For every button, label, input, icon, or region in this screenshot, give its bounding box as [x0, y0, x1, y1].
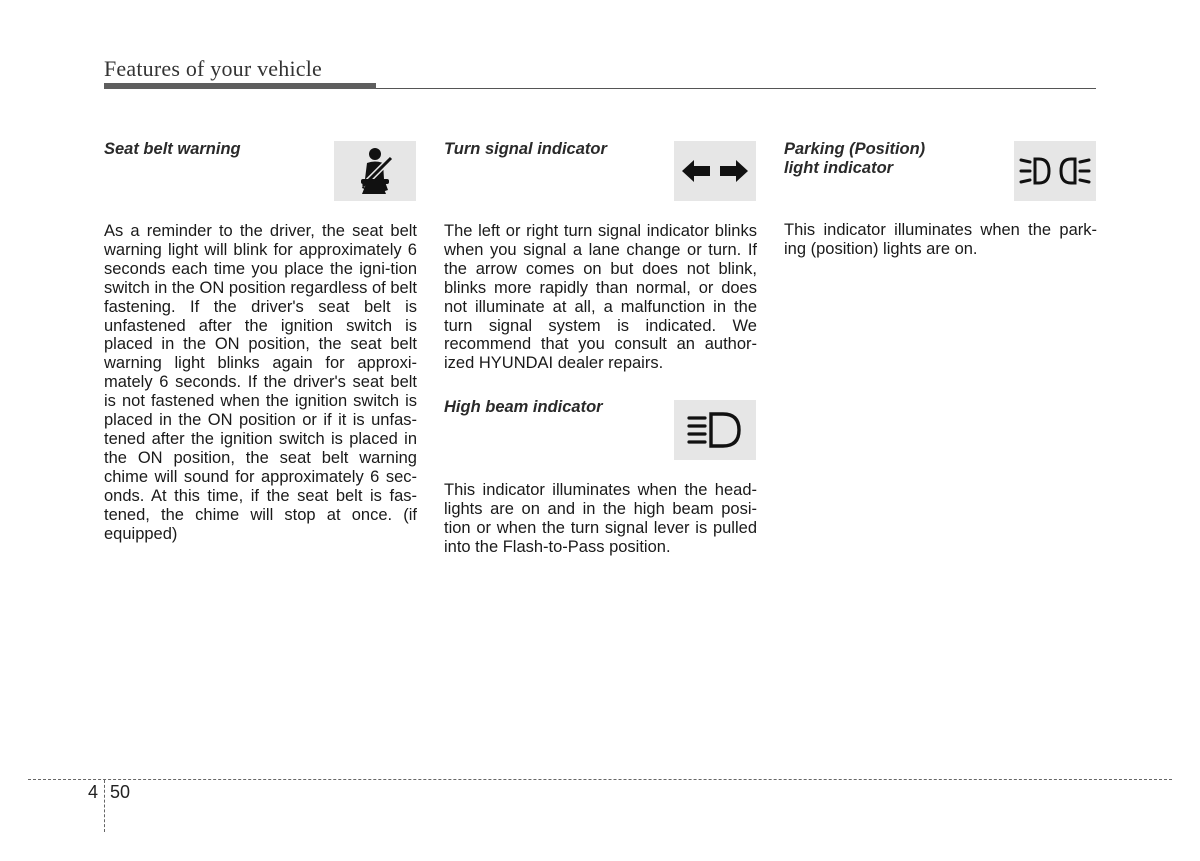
high-beam-indicator-title: High beam indicator — [444, 398, 603, 416]
page-header-title: Features of your vehicle — [104, 56, 323, 81]
turn-signal-indicator-title: Turn signal indicator — [444, 140, 607, 158]
parking-light-indicator-title-line1: Parking (Position) — [784, 140, 926, 158]
seat-belt-warning-icon — [334, 141, 416, 201]
footer-vertical-dashed-rule — [104, 780, 105, 832]
turn-signal-indicator-body: The left or right turn signal indicator blinks when you signal a lane change or turn. If the arrow comes on but does not blink, blinks more rapidly than normal, or does not illuminate at all, a malfunction in the turn signal system is indicated. We recommend that you consult an author-ized HYUNDAI dealer repairs. — [444, 222, 757, 373]
seat-belt-warning-title: Seat belt warning — [104, 140, 241, 158]
parking-light-indicator-body: This indicator illuminates when the park-ing (position) lights are on. — [784, 221, 1097, 258]
footer-dashed-rule — [28, 779, 1172, 780]
turn-signal-arrows-icon — [674, 141, 756, 201]
parking-light-indicator-title-line2: light indicator — [784, 159, 894, 177]
high-beam-indicator-body: This indicator illuminates when the head-lights are on and in the high beam posi-tion or when the turn signal lever is pulled into the Flash-to-Pass position. — [444, 481, 757, 556]
seat-belt-warning-body: As a reminder to the driver, the seat belt warning light will blink for approximately 6 seconds each time you place the igni-tion switch in the ON position regardless of belt fastening. If the driver's seat belt is unfastened after the ignition switch is placed in the ON position, the seat belt warning light blinks again for approxi-mately 6 seconds. If the driver's seat belt is not fastened when the ignition switch is placed in the ON position or if it is unfas-tened after the ignition switch is placed in the ON position, the seat belt warning chime will sound for approximately 6 sec-onds. At this time, if the seat belt is fas-tened, the chime will stop at once. (if equipped) — [104, 222, 417, 543]
header-rule-thin — [376, 88, 1096, 89]
chapter-number: 4 — [88, 782, 99, 802]
parking-light-icon — [1014, 141, 1096, 201]
header-rule-thick — [104, 83, 376, 89]
page-number: 50 — [110, 782, 131, 802]
high-beam-icon — [674, 400, 756, 460]
